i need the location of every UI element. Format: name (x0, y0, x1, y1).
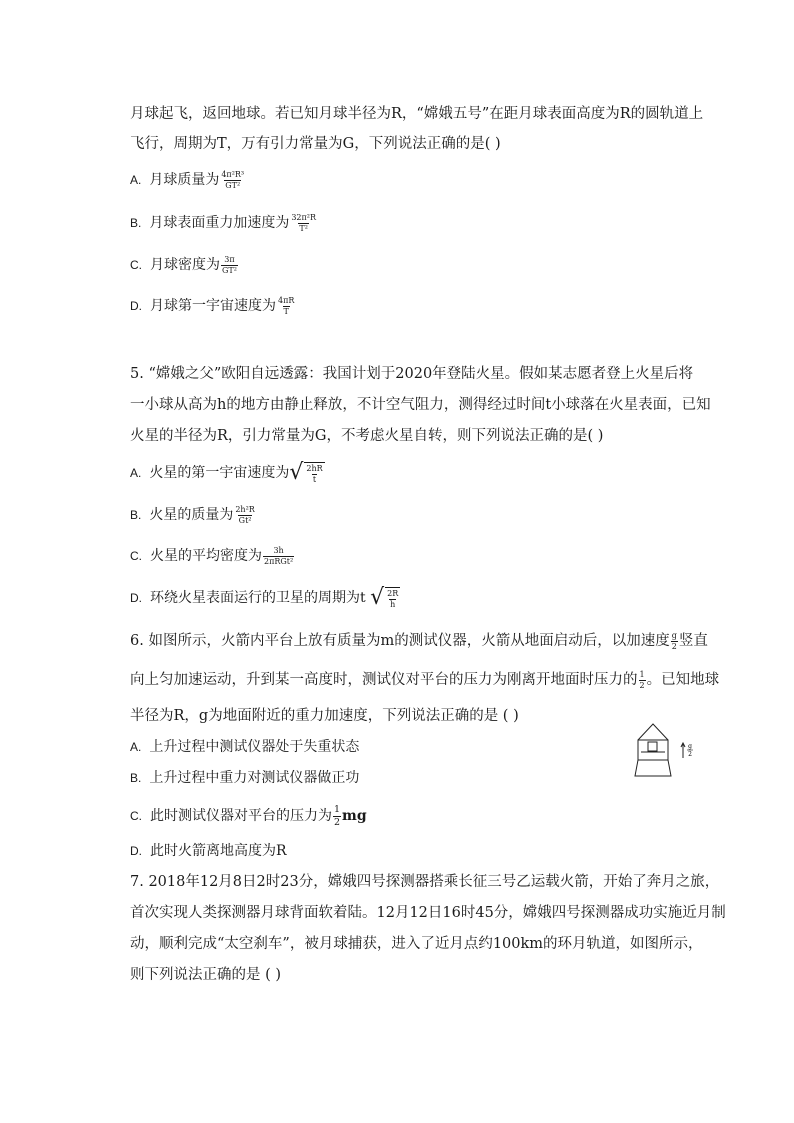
denominator: 2πRGt² (264, 556, 294, 566)
denominator: T² (299, 223, 308, 233)
numerator: 4π²R³ (221, 169, 245, 179)
option-label: C. (130, 258, 142, 272)
numerator: 3π (224, 254, 235, 264)
rocket-figure (632, 718, 702, 788)
option-label: B. (130, 771, 142, 785)
option-label: C. (130, 809, 142, 823)
q4-option-c (130, 255, 239, 275)
option-text: 火星的平均密度为 (150, 548, 262, 564)
fraction (386, 590, 399, 609)
q6-line1-tail: 竖直 (678, 633, 708, 649)
square-root (370, 587, 400, 609)
fraction (277, 297, 295, 316)
fraction (333, 805, 341, 827)
q7-stem-line3: 动，顺利完成“太空刹车”，被月球捕获，进入了近月点约100km的环月轨道，如图所示， (130, 936, 703, 952)
q7-stem-line2: 首次实现人类探测器月球背面软着陆。12月12日16时45分，嫦娥四号探测器成功实施近月制 (130, 905, 726, 921)
option-label: A. (130, 466, 142, 480)
option-suffix: mg (342, 808, 367, 824)
numerator: g (671, 630, 677, 640)
radical-sign: √ (289, 460, 304, 485)
numerator: 2h²R (235, 504, 255, 514)
figure-accel-den: 2 (688, 751, 692, 758)
q7-stem-line1: 7. 2018年12月8日2时23分，嫦娥四号探测器搭乘长征三号乙运载火箭，开始了奔月之旅， (130, 874, 720, 890)
numerator: 3h (273, 545, 284, 555)
fraction (305, 465, 323, 484)
option-text: 火星的质量为 (149, 507, 234, 523)
numerator: 4πR (278, 295, 295, 305)
option-text: 火星的第一宇宙速度为 (149, 465, 290, 481)
option-text: 上升过程中重力对测试仪器做正功 (149, 770, 360, 786)
q7-stem-line4: 则下列说法正确的是 ( ) (130, 967, 282, 983)
fraction (220, 171, 245, 190)
q5-stem-line1: 5. “嫦娥之父”欧阳自远透露：我国计划于2020年登陆火星。假如某志愿者登上火星后将 (130, 366, 694, 382)
radical-sign: √ (370, 585, 385, 610)
q4-option-a (130, 170, 246, 190)
q4-option-b (130, 213, 318, 233)
option-text: 环绕火星表面运行的卫星的周期为t (150, 590, 366, 606)
q6-stem-line2 (130, 670, 719, 690)
numerator: 2R (387, 588, 399, 598)
denominator: 2 (671, 641, 677, 651)
q6-option-a (130, 737, 359, 757)
denominator: T (283, 306, 289, 316)
option-label: A. (130, 173, 142, 187)
q5-option-d (130, 587, 400, 609)
q6-stem-line1 (130, 631, 708, 651)
option-text: 月球第一宇宙速度为 (150, 298, 276, 314)
denominator: GT² (225, 180, 241, 190)
q4-stem-line2: 飞行，周期为T，万有引力常量为G，下列说法正确的是( ) (130, 136, 501, 152)
q4-stem-line1: 月球起飞，返回地球。若已知月球半径为R，“嫦娥五号”在距月球表面高度为R的圆轨道上 (130, 106, 704, 122)
option-text: 月球质量为 (149, 172, 220, 188)
option-text: 上升过程中测试仪器处于失重状态 (149, 739, 360, 755)
option-label: B. (130, 508, 142, 522)
fraction (263, 547, 294, 566)
numerator: 1 (334, 804, 341, 815)
fraction (290, 214, 317, 233)
q5-option-c (130, 546, 295, 566)
denominator: Gt² (238, 515, 252, 525)
fraction (639, 671, 646, 690)
denominator: 2 (334, 816, 341, 828)
option-text: 此时测试仪器对平台的压力为 (150, 808, 332, 824)
q6-line2-tail: 。已知地球 (646, 672, 720, 688)
q5-stem-line3: 火星的半径为R，引力常量为G，不考虑火星自转，则下列说法正确的是( ) (130, 428, 604, 444)
option-label: D. (130, 591, 142, 605)
numerator: 1 (639, 669, 645, 679)
denominator: 2 (639, 680, 645, 690)
q6-line2-text: 向上匀加速运动，升到某一高度时，测试仪对平台的压力为刚离开地面时压力的 (130, 672, 638, 688)
denominator: GT² (222, 265, 237, 275)
option-text: 此时火箭离地高度为R (150, 843, 287, 859)
fraction (234, 506, 255, 525)
q4-option-d (130, 296, 296, 316)
q5-option-b (130, 505, 257, 525)
figure-accel-num: g (688, 743, 692, 750)
fraction (671, 632, 678, 651)
rocket-diagram (632, 718, 702, 784)
option-label: A. (130, 740, 142, 754)
option-label: D. (130, 844, 142, 858)
q5-option-a (130, 462, 325, 484)
option-label: D. (130, 299, 142, 313)
option-text: 月球表面重力加速度为 (149, 215, 290, 231)
q5-stem-line2: 一小球从高为h的地方由静止释放，不计空气阻力，测得经过时间t小球落在火星表面，已知 (130, 397, 711, 413)
q6-line1-text: 6. 如图所示，火箭内平台上放有质量为m的测试仪器，火箭从地面启动后，以加速度 (130, 633, 670, 649)
square-root (289, 462, 324, 484)
option-text: 月球密度为 (150, 257, 220, 273)
fraction (221, 256, 238, 275)
option-label: C. (130, 549, 142, 563)
option-label: B. (130, 216, 142, 230)
numerator: 2hR (306, 463, 323, 473)
denominator: t (312, 474, 317, 484)
q6-option-c (130, 805, 367, 827)
q6-option-d (130, 841, 287, 861)
numerator: 32π²R (291, 212, 317, 222)
q6-stem-line3: 半径为R，g为地面附近的重力加速度，下列说法正确的是 ( ) (130, 708, 519, 724)
denominator: h (390, 599, 396, 609)
q6-option-b (130, 768, 359, 788)
